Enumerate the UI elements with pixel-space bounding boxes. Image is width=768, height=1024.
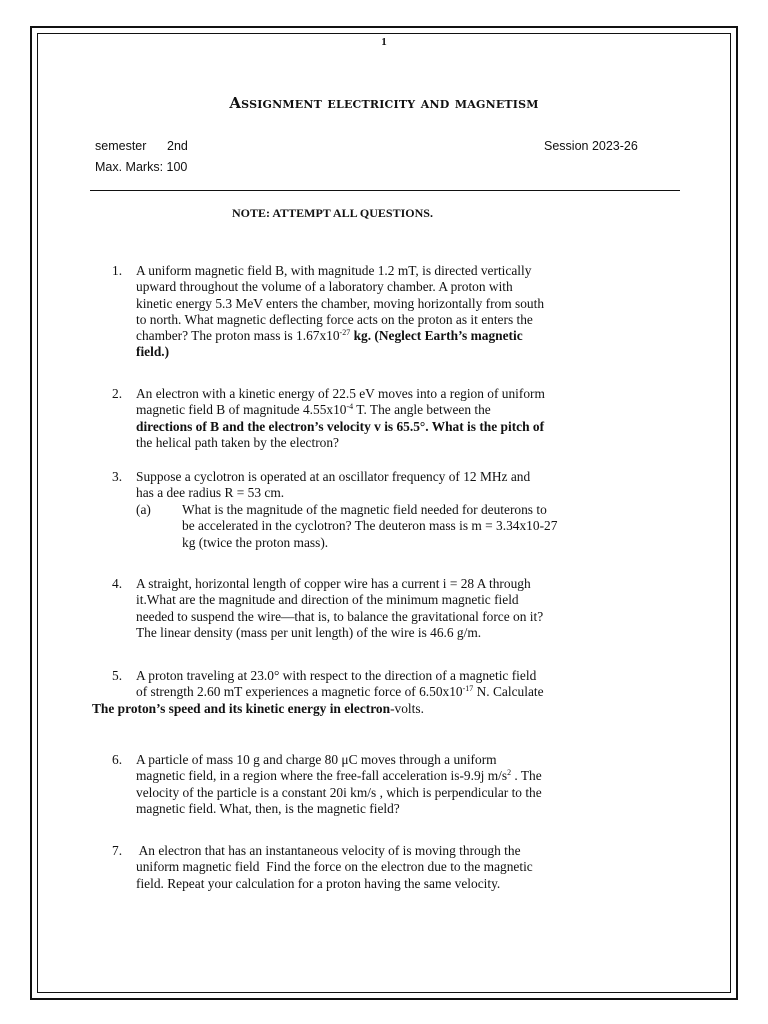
question-line: magnetic field. What, then, is the magnetic field? [136, 800, 400, 816]
question-line: What is the magnitude of the magnetic field needed for deuterons to [182, 502, 547, 517]
question-line: magnetic field B of magnitude $4.55x10^{-4}$ T. The angle between the [136, 402, 491, 418]
question-number: 3. [112, 469, 123, 484]
question-number: 2. [112, 386, 123, 401]
question-line: A particle of mass 10 g and charge 80 μC moves through a uniform [136, 752, 497, 767]
question-7 [112, 843, 678, 892]
question-line: field.) [136, 344, 170, 360]
question-5 [112, 668, 678, 701]
question-text [136, 469, 678, 502]
question-text [136, 576, 678, 641]
question-number: 4. [112, 576, 123, 591]
instructions-note: NOTE: ATTEMPT ALL QUESTIONS. [232, 206, 433, 220]
question-4 [112, 576, 678, 641]
question-text [136, 668, 678, 701]
question-line: magnetic field, in a region where the free-fall acceleration is-9.9j $m/s^2$ . The [136, 768, 542, 784]
question-number: 7. [112, 843, 123, 858]
question-text [136, 752, 678, 817]
question-line: An electron with a kinetic energy of 22.5 eV moves into a region of uniform [136, 386, 545, 401]
session-label: Session 2023-26 [544, 139, 638, 153]
question-line: it.What are the magnitude and direction of the minimum magnetic field [136, 592, 519, 608]
semester-value: 2nd [167, 139, 188, 153]
question-line: chamber? The proton mass is $1.67x10^{-27}$ kg. (Neglect Earth’s magnetic [136, 328, 523, 344]
page-title: Assignment electricity and magnetism [229, 94, 539, 112]
sub-question-text [182, 502, 678, 551]
question-line: field. Repeat your calculation for a proton having the same velocity. [136, 875, 501, 891]
question-line: Suppose a cyclotron is operated at an oscillator frequency of 12 MHz and [136, 469, 531, 484]
page-number: 1 [381, 36, 387, 48]
question-1 [112, 263, 678, 361]
question-text [136, 843, 678, 892]
question-text [136, 386, 678, 451]
question-5-continuation [92, 701, 658, 717]
question-line: kinetic energy 5.3 MeV enters the chamber, moving horizontally from south [136, 295, 545, 311]
semester-label: semester [95, 139, 147, 153]
question-number: 1. [112, 263, 123, 278]
question-line: has a dee radius R = 53 cm. [136, 485, 285, 501]
question-text [136, 263, 678, 361]
question-line: to north. What magnetic deflecting force acts on the proton as it enters the [136, 311, 533, 327]
question-line: An electron that has an instantaneous velocity of is moving through the [136, 843, 521, 858]
question-3 [112, 469, 678, 502]
question-line: A uniform magnetic field B, with magnitude 1.2 mT, is directed vertically [136, 263, 532, 278]
header-divider [90, 190, 680, 191]
question-line: needed to suspend the wire—that is, to balance the gravitational force on it? [136, 608, 544, 624]
question-line: velocity of the particle is a constant 20i km/s , which is perpendicular to the [136, 784, 542, 800]
question-line: of strength 2.60 mT experiences a magnetic force of $6.50x10^{-17}$ N. Calculate [136, 684, 544, 700]
question-line: the helical path taken by the electron? [136, 434, 339, 450]
question-number: 5. [112, 668, 123, 683]
sub-question-label: (a) [136, 502, 151, 517]
question-line: A straight, horizontal length of copper wire has a current i = 28 A through [136, 576, 531, 591]
max-marks: Max. Marks: 100 [95, 160, 188, 174]
question-line: A proton traveling at 23.0° with respect to the direction of a magnetic field [136, 668, 537, 683]
question-line: be accelerated in the cyclotron? The deuteron mass is m = 3.34x10-27 [182, 518, 558, 534]
question-line: The linear density (mass per unit length) of the wire is 46.6 g/m. [136, 624, 482, 640]
question-line: directions of B and the electron’s velocity v is 65.5°. What is the pitch of [136, 418, 545, 434]
question-line: uniform magnetic field Find the force on the electron due to the magnetic [136, 859, 533, 875]
question-line: upward throughout the volume of a laboratory chamber. A proton with [136, 279, 513, 295]
question-line: kg (twice the proton mass). [182, 534, 329, 550]
question-number: 6. [112, 752, 123, 767]
question-line: The proton’s speed and its kinetic energy in electron-volts. [92, 701, 424, 716]
question-3-part-a [136, 502, 678, 551]
question-2 [112, 386, 678, 451]
question-6 [112, 752, 678, 817]
